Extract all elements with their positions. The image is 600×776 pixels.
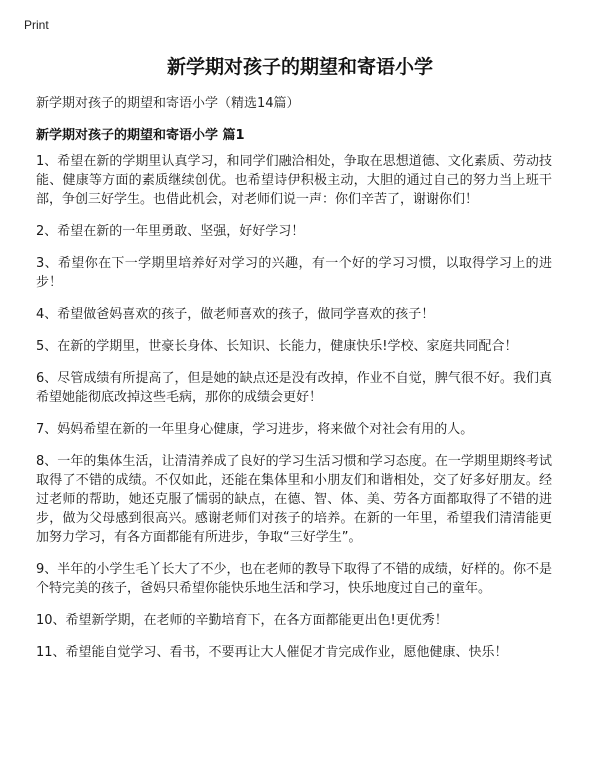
list-item: 7、妈妈希望在新的一年里身心健康，学习进步，将来做个对社会有用的人。 <box>36 422 474 437</box>
document-title: 新学期对孩子的期望和寄语小学 <box>166 56 433 78</box>
print-label: Print <box>24 18 49 32</box>
list-item: 5、在新的学期里，世豪长身体、长知识、长能力，健康快乐!学校、家庭共同配合！ <box>36 339 518 354</box>
list-item: 1、希望在新的学期里认真学习，和同学们融洽相处，争取在思想道德、文化素质、劳动技能、健康等方面的素质继续创优。也希望诗伊积极主动，大胆的通过自己的努力当上班干部，争创三好学生。也借此机会，对老师们说一声：你们辛苦了，谢谢你们！ <box>36 154 552 207</box>
item-list <box>36 152 552 675</box>
list-item: 9、半年的小学生毛丫长大了不少，也在老师的教导下取得了不错的成绩，好样的。你不是个特完美的孩子，爸妈只希望你能快乐地生活和学习，快乐地度过自己的童年。 <box>36 562 552 596</box>
list-item: 11、希望能自觉学习、看书，不要再让大人催促才肯完成作业，愿他健康、快乐！ <box>36 645 508 660</box>
list-item: 10、希望新学期，在老师的辛勤培育下，在各方面都能更出色!更优秀！ <box>36 613 448 628</box>
section-heading: 新学期对孩子的期望和寄语小学 篇1 <box>36 128 245 143</box>
document-subtitle: 新学期对孩子的期望和寄语小学（精选14篇） <box>36 96 300 111</box>
list-item: 3、希望你在下一学期里培养好对学习的兴趣，有一个好的学习习惯，以取得学习上的进步！ <box>36 256 552 290</box>
list-item: 8、一年的集体生活，让清清养成了良好的学习生活习惯和学习态度。在一学期里期终考试取得了不错的成绩。不仅如此，还能在集体里和小朋友们和谐相处，交了好多好朋友。经过老师的帮助，她还克服了懦弱的缺点，在德、智、体、美、劳各方面都取得了不错的进步，做为父母感到很高兴。感谢老师们对孩子的培养。在新的一年里，希望我们清清能更加努力学习，有各方面都能有所进步，争取“三好学生”。 <box>36 454 552 545</box>
list-item: 2、希望在新的一年里勇敢、坚强，好好学习！ <box>36 224 305 239</box>
list-item: 4、希望做爸妈喜欢的孩子，做老师喜欢的孩子，做同学喜欢的孩子！ <box>36 307 435 322</box>
list-item: 6、尽管成绩有所提高了，但是她的缺点还是没有改掉，作业不自觉，脾气很不好。我们真希望她能彻底改掉这些毛病，那你的成绩会更好！ <box>36 371 552 405</box>
